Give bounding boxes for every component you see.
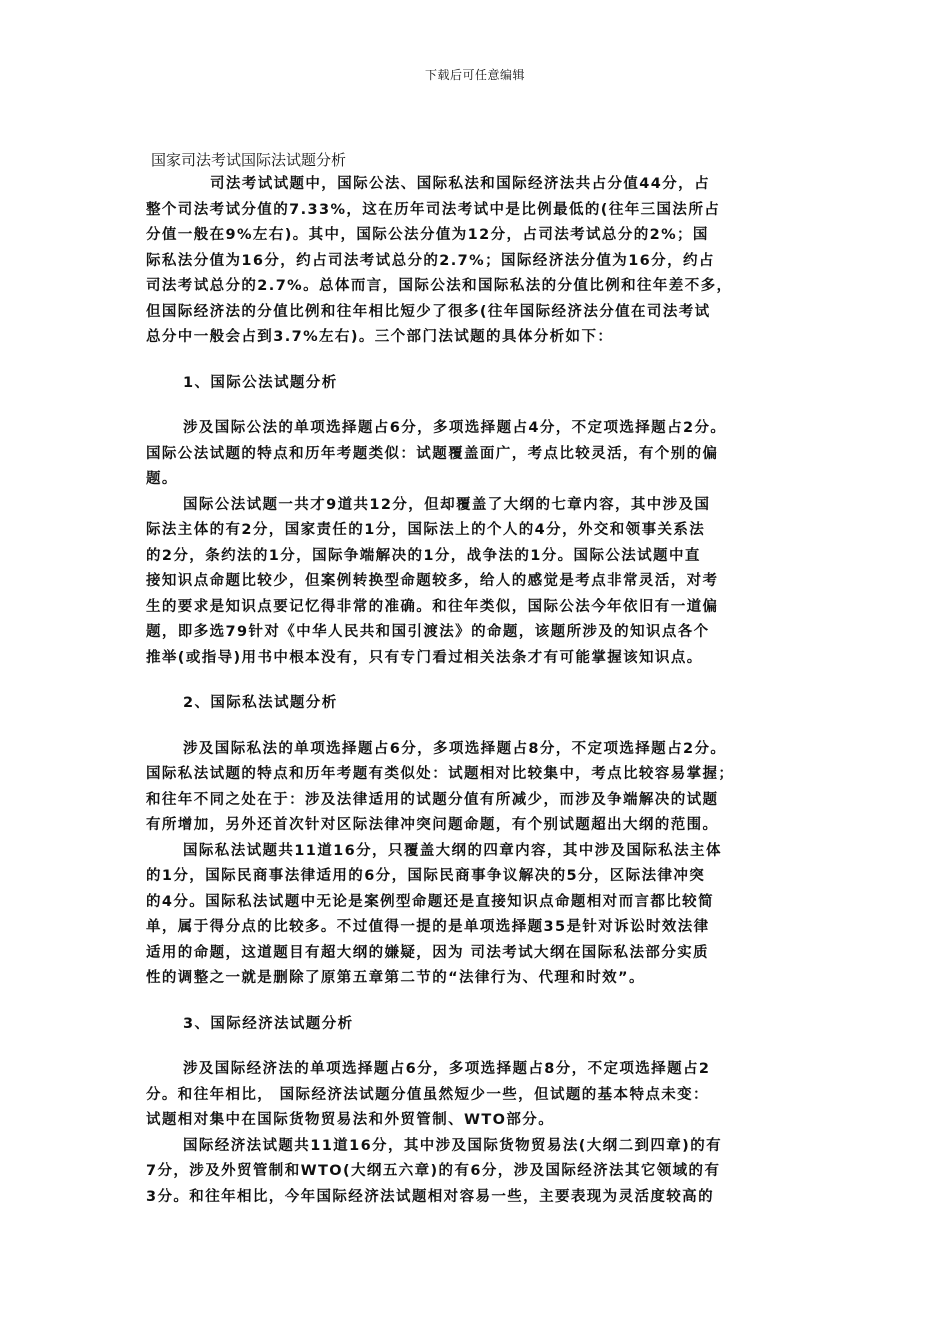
intro-paragraph <box>146 172 806 351</box>
text-line: 国际私法试题的特点和历年考题有类似处：试题相对比较集中，考点比较容易掌握； <box>146 766 735 782</box>
section-private-law <box>146 691 806 992</box>
section-public-law <box>146 371 806 672</box>
text-line: 的4分。国际私法试题中无论是案例型命题还是直接知识点命题相对而言都比较简 <box>146 893 714 910</box>
section-paragraph <box>146 839 806 992</box>
text-line: 生的要求是知识点要记忆得非常的准确。和往年类似，国际公法今年依旧有一道偏 <box>146 598 719 615</box>
text-line: 整个司法考试分值的7.33%，这在历年司法考试中是比例最低的(往年三国法所占 <box>146 201 721 218</box>
text-line: 国际经济法试题共11道16分，其中涉及国际货物贸易法(大纲二到四章)的有 <box>183 1137 723 1154</box>
text-line: 涉及国际公法的单项选择题占6分，多项选择题占4分，不定项选择题占2分。 <box>183 420 727 436</box>
section-paragraph <box>146 493 806 672</box>
text-line: 分值一般在9%左右)。其中，国际公法分值为12分，占司法考试总分的2%；国 <box>146 227 709 243</box>
text-line: 和往年不同之处在于：涉及法律适用的试题分值有所减少，而涉及争端解决的试题 <box>146 791 719 808</box>
document-body <box>146 148 806 1210</box>
text-line: 国际公法试题的特点和历年考题类似：试题覆盖面广，考点比较灵活，有个别的偏 <box>146 445 719 462</box>
text-line: 3分。和往年相比，今年国际经济法试题相对容易一些，主要表现为灵活度较高的 <box>146 1188 714 1205</box>
text-line: 有所增加，另外还首次针对区际法律冲突问题命题，有个别试题超出大纲的范围。 <box>146 817 719 833</box>
text-line: 7分，涉及外贸管制和WTO(大纲五六章)的有6分，涉及国际经济法其它领域的有 <box>146 1163 721 1179</box>
text-line: 试题相对集中在国际货物贸易法和外贸管制、WTO部分。 <box>146 1112 555 1128</box>
text-line: 国际私法试题共11道16分，只覆盖大纲的四章内容，其中涉及国际私法主体 <box>183 842 722 859</box>
section-economic-law <box>146 1012 806 1211</box>
text-line: 涉及国际经济法的单项选择题占6分，多项选择题占8分，不定项选择题占2 <box>183 1061 711 1077</box>
section-paragraph <box>146 737 806 839</box>
section-heading: 2、国际私法试题分析 <box>183 695 338 711</box>
text-line: 题。 <box>146 471 178 487</box>
page-header: 下载后可任意编辑 <box>424 68 525 82</box>
section-heading: 3、国际经济法试题分析 <box>183 1015 354 1032</box>
text-line: 但国际经济法的分值比例和往年相比短少了很多(往年国际经济法分值在司法考试 <box>146 303 711 320</box>
text-line: 际法主体的有2分，国家责任的1分，国际法上的个人的4分，外交和领事关系法 <box>146 522 706 538</box>
text-line: 推举(或指导)用书中根本没有，只有专门看过相关法条才有可能掌握该知识点。 <box>146 649 703 666</box>
text-line: 司法考试试题中，国际公法、国际私法和国际经济法共占分值44分，占 <box>210 176 710 192</box>
section-paragraph <box>146 416 806 493</box>
text-line: 国际公法试题一共才9道共12分，但却覆盖了大纲的七章内容，其中涉及国 <box>183 496 711 513</box>
text-line: 性的调整之一就是删除了原第五章第二节的“法律行为、代理和时效”。 <box>146 970 645 986</box>
text-line: 接知识点命题比较少，但案例转换型命题较多，给人的感觉是考点非常灵活，对考 <box>146 573 719 589</box>
text-line: 的2分，条约法的1分，国际争端解决的1分，战争法的1分。国际公法试题中直 <box>146 547 701 564</box>
text-line: 的1分，国际民商事法律适用的6分，国际民商事争议解决的5分，区际法律冲突 <box>146 868 706 884</box>
text-line: 际私法分值为16分，约占司法考试总分的2.7%；国际经济法分值为16分，约占 <box>146 252 715 269</box>
text-line: 司法考试总分的2.7%。总体而言，国际公法和国际私法的分值比例和往年差不多， <box>146 278 733 294</box>
text-line: 适用的命题，这道题目有超大纲的嫌疑，因为 司法考试大纲在国际私法部分实质 <box>146 944 709 961</box>
section-paragraph <box>146 1134 806 1211</box>
document-title: 国家司法考试国际法试题分析 <box>151 151 347 169</box>
text-line: 单，属于得分点的比较多。不过值得一提的是单项选择题35是针对诉讼时效法律 <box>146 919 710 935</box>
text-line: 题，即多选79针对《中华人民共和国引渡法》的命题，该题所涉及的知识点各个 <box>146 624 710 640</box>
section-paragraph <box>146 1057 806 1134</box>
text-line: 分。和往年相比， 国际经济法试题分值虽然短少一些，但试题的基本特点未变： <box>146 1086 709 1103</box>
text-line: 总分中一般会占到3.7%左右)。三个部门法试题的具体分析如下： <box>146 329 614 345</box>
section-heading: 1、国际公法试题分析 <box>183 374 338 391</box>
text-line: 涉及国际私法的单项选择题占6分，多项选择题占8分，不定项选择题占2分。 <box>183 740 727 757</box>
